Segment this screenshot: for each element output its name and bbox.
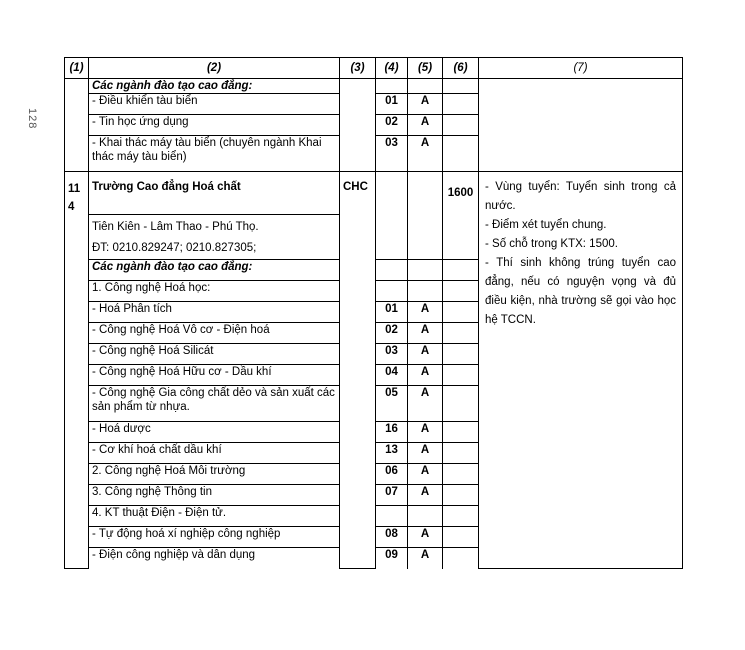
notes-cell [479, 172, 683, 569]
major-code: 05 [376, 386, 408, 422]
major-code: 09 [376, 548, 408, 569]
notes-cell [479, 79, 683, 172]
major-code: 03 [376, 344, 408, 365]
exam-block [408, 506, 443, 527]
major-name: 2. Công nghệ Hoá Môi trường [89, 464, 340, 485]
school-quota: 1600 [443, 172, 479, 260]
quota-cell [443, 115, 479, 136]
major-name: - Hoá dược [89, 422, 340, 443]
major-code: 13 [376, 443, 408, 464]
admissions-table [64, 57, 683, 569]
major-name: - Công nghệ Hoá Silicát [89, 344, 340, 365]
phone-line: ĐT: 0210.829247; 0210.827305; [92, 242, 257, 254]
major-name: 1. Công nghệ Hoá học: [89, 281, 340, 302]
major-code: 16 [376, 422, 408, 443]
major-code: 06 [376, 464, 408, 485]
school-address [89, 215, 340, 260]
table-row [65, 79, 683, 94]
quota-cell [443, 365, 479, 386]
major-code: 08 [376, 527, 408, 548]
stt-cell: 114 [65, 172, 89, 569]
block-cell [408, 79, 443, 94]
exam-block: A [408, 443, 443, 464]
code-cell [376, 79, 408, 94]
address-line: Tiên Kiên - Lâm Thao - Phú Thọ. [92, 221, 259, 233]
header-cell: (6) [443, 58, 479, 79]
major-code: 02 [376, 323, 408, 344]
header-cell: (2) [89, 58, 340, 79]
quota-cell [443, 422, 479, 443]
major-code: 04 [376, 365, 408, 386]
header-cell: (1) [65, 58, 89, 79]
quota-cell [443, 464, 479, 485]
quota-cell [443, 281, 479, 302]
quota-cell [443, 260, 479, 281]
quota-cell [443, 344, 479, 365]
symbol-cell [340, 79, 376, 172]
major-name: 3. Công nghệ Thông tin [89, 485, 340, 506]
exam-block: A [408, 464, 443, 485]
major-code: 07 [376, 485, 408, 506]
code-cell [376, 172, 408, 260]
major-code [376, 506, 408, 527]
header-cell: (3) [340, 58, 376, 79]
major-name: - Công nghệ Hoá Hữu cơ - Dầu khí [89, 365, 340, 386]
school-name: Trường Cao đẳng Hoá chất [89, 172, 340, 215]
exam-block: A [408, 136, 443, 172]
exam-block: A [408, 323, 443, 344]
header-cell: (4) [376, 58, 408, 79]
section-heading: Các ngành đào tạo cao đẳng: [89, 79, 340, 94]
quota-cell [443, 485, 479, 506]
quota-cell [443, 302, 479, 323]
major-name: - Điều khiển tàu biển [89, 94, 340, 115]
major-name: - Cơ khí hoá chất dầu khí [89, 443, 340, 464]
note-line: - Điểm xét tuyển chung. [485, 219, 607, 231]
school-row [65, 172, 683, 215]
major-name: - Công nghệ Gia công chất dẻo và sản xuất các sản phẩm từ nhựa. [89, 386, 340, 422]
exam-block [408, 281, 443, 302]
major-code: 02 [376, 115, 408, 136]
major-name: - Hoá Phân tích [89, 302, 340, 323]
major-code: 03 [376, 136, 408, 172]
quota-cell [443, 136, 479, 172]
exam-block: A [408, 115, 443, 136]
block-cell [408, 260, 443, 281]
header-cell: (5) [408, 58, 443, 79]
school-symbol: CHC [340, 172, 376, 569]
exam-block: A [408, 485, 443, 506]
exam-block: A [408, 344, 443, 365]
page-number: 128 [26, 108, 38, 130]
quota-cell [443, 548, 479, 569]
quota-cell [443, 323, 479, 344]
major-name: - Khai thác máy tàu biển (chuyên ngành Khai thác máy tàu biển) [89, 136, 340, 172]
quota-cell [443, 386, 479, 422]
quota-cell [443, 527, 479, 548]
major-name: - Tin học ứng dụng [89, 115, 340, 136]
exam-block: A [408, 386, 443, 422]
block-cell [408, 172, 443, 260]
exam-block: A [408, 422, 443, 443]
section-heading: Các ngành đào tạo cao đẳng: [89, 260, 340, 281]
major-code: 01 [376, 94, 408, 115]
quota-cell [443, 506, 479, 527]
major-code [376, 281, 408, 302]
stt-cell [65, 79, 89, 172]
major-name: - Công nghệ Hoá Vô cơ - Điện hoá [89, 323, 340, 344]
quota-cell [443, 443, 479, 464]
header-cell: (7) [479, 58, 683, 79]
exam-block: A [408, 302, 443, 323]
note-line: - Số chỗ trong KTX: 1500. [485, 238, 618, 250]
note-line: - Vùng tuyển: Tuyển sinh trong cả nước. [485, 181, 676, 212]
exam-block: A [408, 548, 443, 569]
note-line: - Thí sinh không trúng tuyển cao đẳng, nếu có nguyện vọng và đủ điều kiện, nhà trường sẽ gọi vào học hệ TCCN. [485, 257, 676, 326]
major-name: - Điện công nghiệp và dân dụng [89, 548, 340, 569]
exam-block: A [408, 94, 443, 115]
quota-cell [443, 94, 479, 115]
major-name: - Tự động hoá xí nghiệp công nghiệp [89, 527, 340, 548]
quota-cell [443, 79, 479, 94]
header-row [65, 58, 683, 79]
exam-block: A [408, 527, 443, 548]
code-cell [376, 260, 408, 281]
major-code: 01 [376, 302, 408, 323]
major-name: 4. KT thuật Điện - Điện tử. [89, 506, 340, 527]
exam-block: A [408, 365, 443, 386]
